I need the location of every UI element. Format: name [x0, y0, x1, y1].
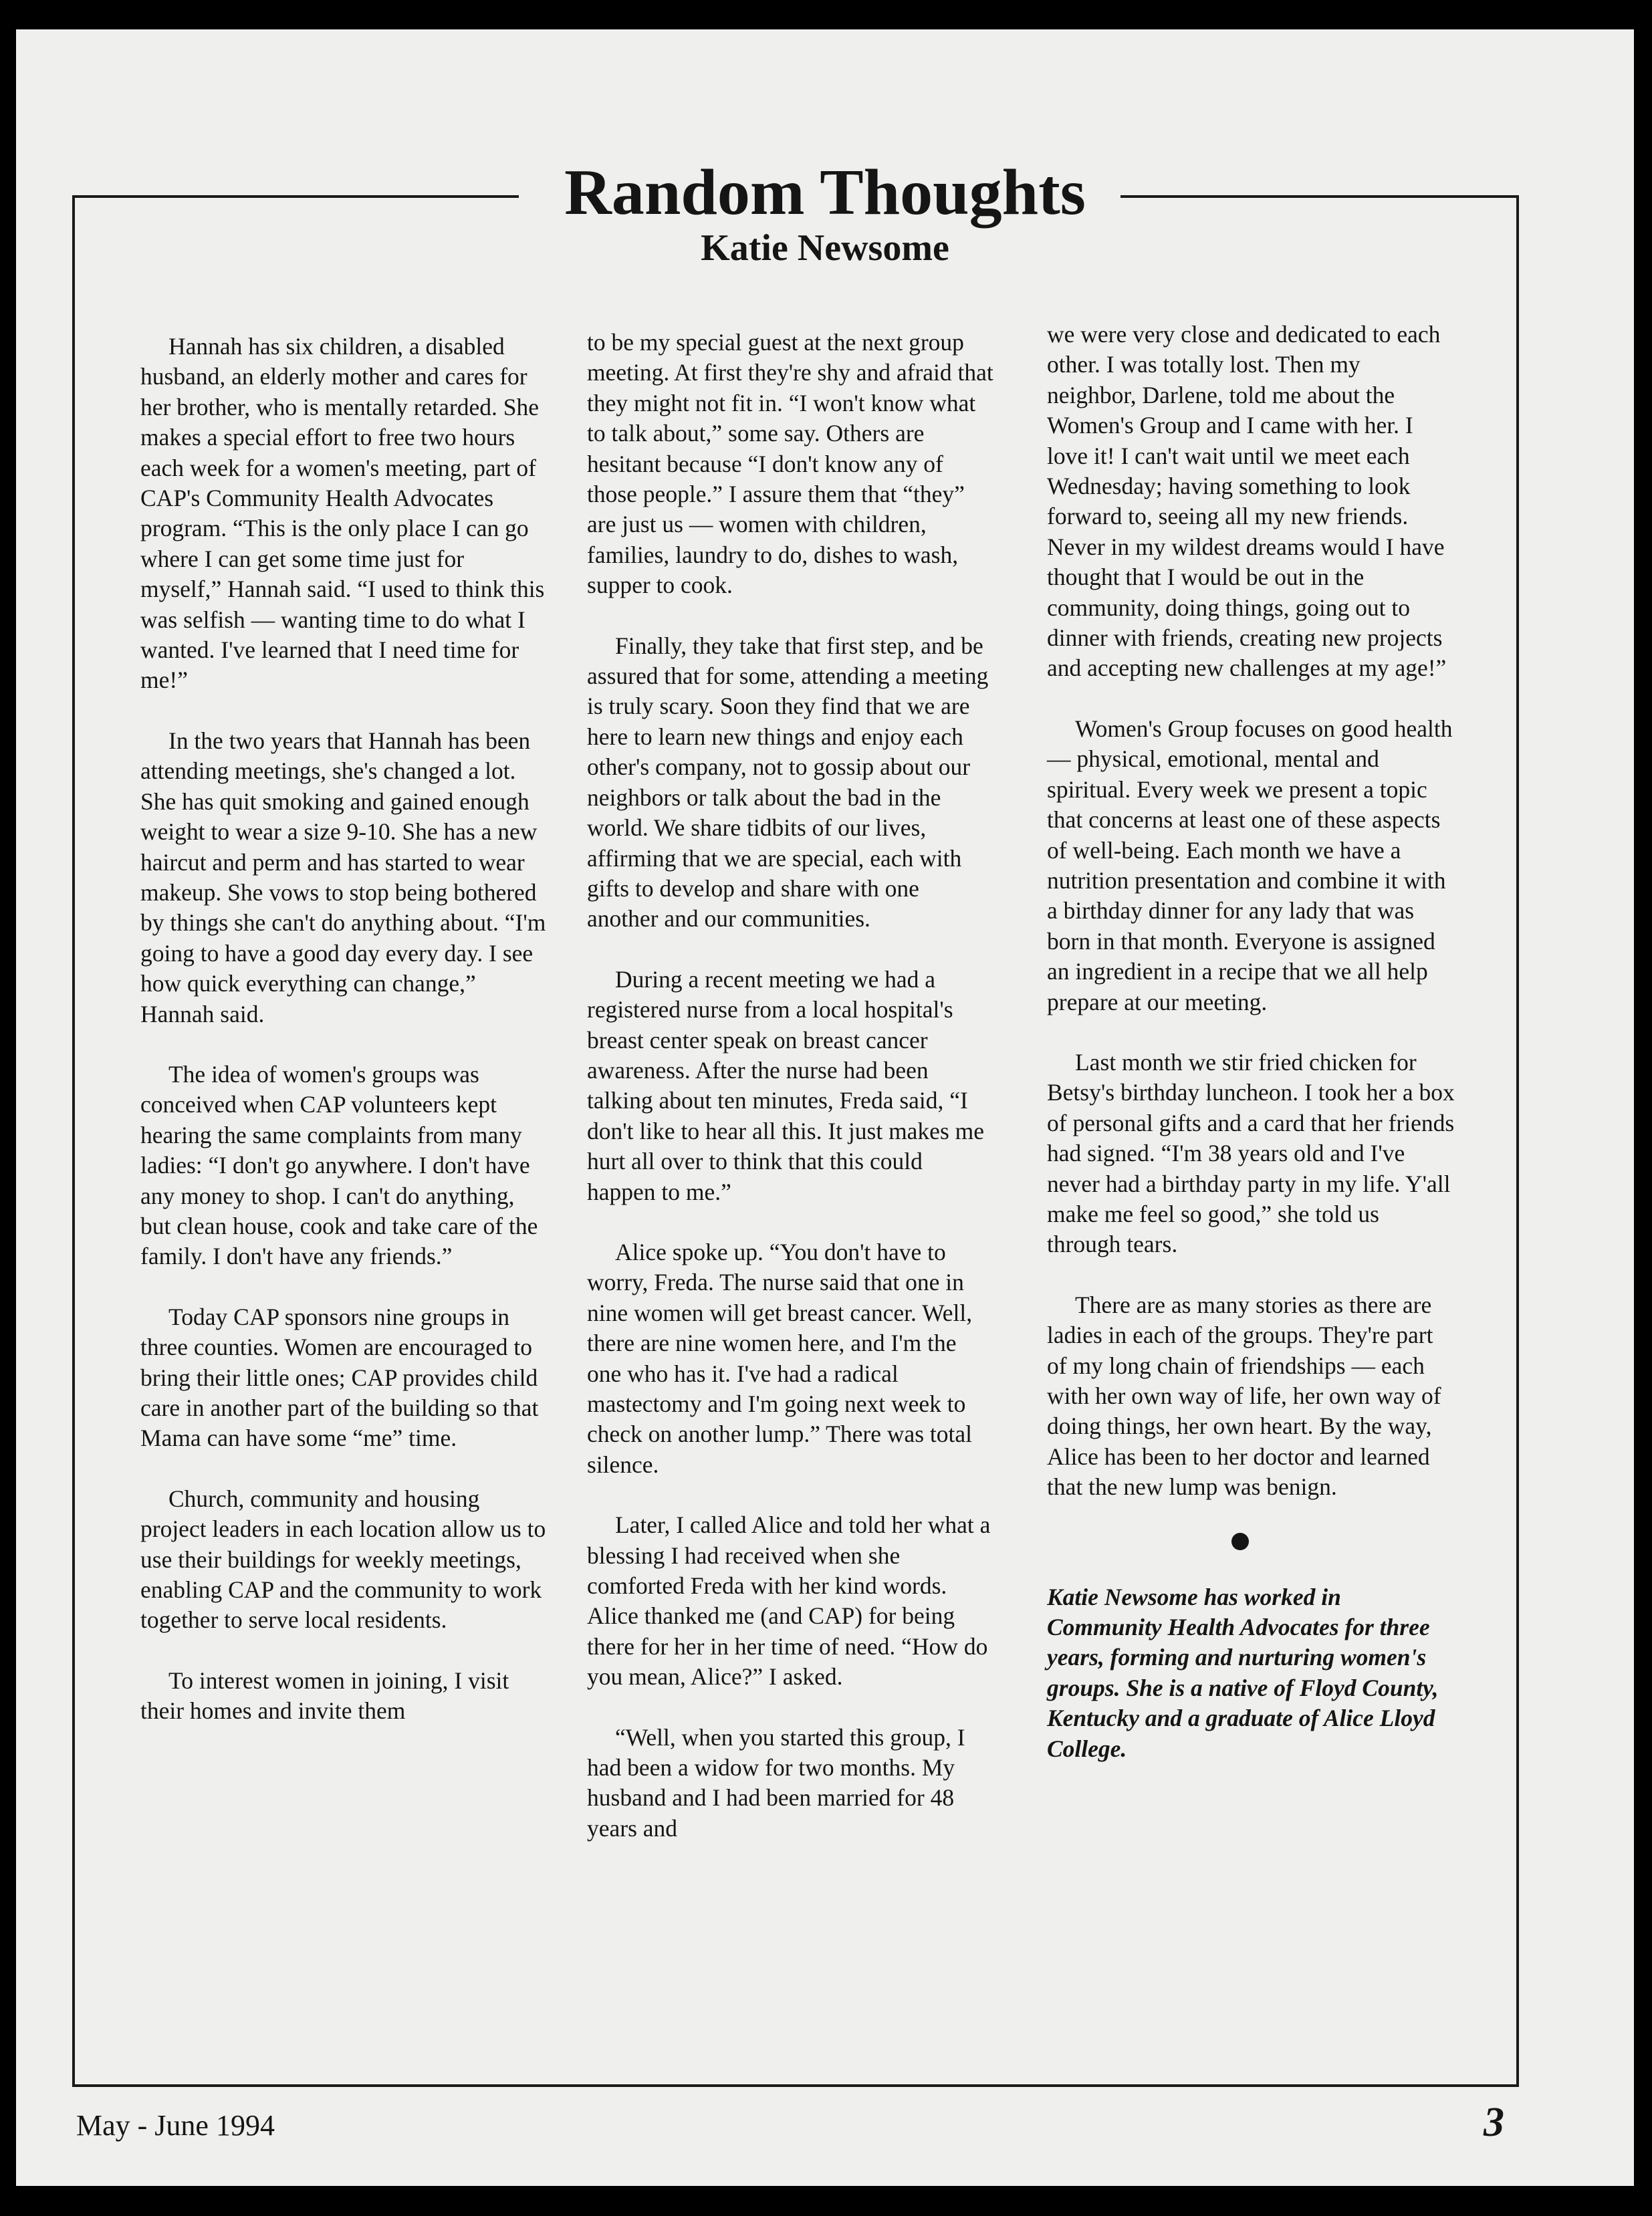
paragraph: to be my special guest at the next group meeting. At first they're shy and afraid that they might not fit in. “I won't know what to talk about,” some say. Others are hesitant because “I don't know any of those people.” I assure them that “they” are just us — women with children, families, laundry to do, dishes to wash, supper to cook.: [587, 329, 993, 599]
paragraph: Finally, they take that first step, and be assured that for some, attending a meeting is truly scary. Soon they find that we are here to learn new things and enjoy each other's company, not to gossip about our neighbors or talk about the bad in the world. We share tidbits of our lives, affirming that we are special, each with gifts to develop and share with one another and our communities.: [587, 632, 989, 933]
text-column-1: [140, 332, 548, 1757]
paragraph: Hannah has six children, a disabled husband, an elderly mother and cares for her brother, who is mentally retarded. She makes a special effort to free two hours each week for a women's meeting, part of CAP's Community Health Advocates program. “This is the only place I can go where I can get some time just for myself,” Hannah said. “I used to think this was selfish — wanting time to do what I wanted. I've learned that I need time for me!”: [140, 333, 545, 694]
issue-date: May - June 1994: [76, 2109, 275, 2142]
paragraph: To interest women in joining, I visit their homes and invite them: [140, 1667, 509, 1725]
paragraph: “Well, when you started this group, I had been a widow for two months. My husband and I had been married for 48 years and: [587, 1723, 965, 1842]
paragraph: Church, community and housing project leaders in each location allow us to use their buildings for weekly meetings, enabling CAP and the community to work together to serve local residents.: [140, 1485, 546, 1634]
author-bio: Katie Newsome has worked in Community Health Advocates for three years, forming and nurturing women's groups. She is a native of Floyd County, Kentucky and a graduate of Alice Lloyd College.: [1047, 1583, 1439, 1762]
article-author: Katie Newsome: [701, 227, 949, 269]
paragraph: Today CAP sponsors nine groups in three counties. Women are encouraged to bring their little ones; CAP provides child care in another part of the building so that Mama can have some “me” time.: [140, 1303, 539, 1452]
text-column-2: [587, 328, 995, 1874]
bullet-icon: [1231, 1533, 1249, 1550]
paragraph: In the two years that Hannah has been attending meetings, she's changed a lot. She has quit smoking and gained enough weight to wear a size 9-10. She has a new haircut and perm and has started to wear makeup. She vows to stop being bothered by things she can't do anything about. “I'm going to have a good day every day. I see how quick everything can change,” Hannah said.: [140, 727, 546, 1027]
magazine-page: [16, 29, 1634, 2186]
paragraph: Last month we stir fried chicken for Betsy's birthday luncheon. I took her a box of personal gifts and a card that her friends had signed. “I'm 38 years old and I've never had a birthday party in my life. Y'all make me feel so good,” she told us through tears.: [1047, 1048, 1455, 1258]
paragraph: The idea of women's groups was conceived when CAP volunteers kept hearing the same complaints from many ladies: “I don't go anywhere. I don't have any money to shop. I can't do anything, but clean house, cook and take care of the family. I don't have any friends.”: [140, 1060, 538, 1270]
paragraph: Women's Group focuses on good health — physical, emotional, mental and spiritual. Every week we present a topic that concerns at least one of these aspects of well-being. Each month we have a nutrition presentation and combine it with a birthday dinner for any lady that was born in that month. Everyone is assigned an ingredient in a recipe that we all help prepare at our meeting.: [1047, 715, 1453, 1015]
text-column-3: [1047, 320, 1455, 1764]
paragraph: During a recent meeting we had a registered nurse from a local hospital's breast center speak on breast cancer awareness. After the nurse had been talking about ten minutes, Freda said, “I don't like to hear all this. It just makes me hurt all over to think that this could happen to me.”: [587, 965, 985, 1205]
paragraph: Alice spoke up. “You don't have to worry, Freda. The nurse said that one in nine women will get breast cancer. Well, there are nine women here, and I'm the one who has it. I've had a radical mastectomy and I'm going next week to check on another lump.” There was total silence.: [587, 1238, 973, 1478]
article-title: Random Thoughts: [564, 156, 1086, 229]
paragraph: Later, I called Alice and told her what a blessing I had received when she comforted Freda with her kind words. Alice thanked me (and CAP) for being there for her in her time of need. “How do you mean, Alice?” I asked.: [587, 1511, 991, 1691]
paragraph: we were very close and dedicated to each other. I was totally lost. Then my neighbor, Darlene, told me about the Women's Group and I came with her. I love it! I can't wait until we meet each Wednesday; having something to look forward to, seeing all my new friends. Never in my wildest dreams would I have thought that I would be out in the community, doing things, going out to dinner with friends, creating new projects and accepting new challenges at my age!”: [1047, 321, 1447, 682]
paragraph: There are as many stories as there are ladies in each of the groups. They're part of my long chain of friendships — each with her own way of life, her own way of doing things, her own heart. By the way, Alice has been to her doctor and learned that the new lump was benign.: [1047, 1291, 1441, 1501]
page-number: 3: [1484, 2100, 1504, 2145]
